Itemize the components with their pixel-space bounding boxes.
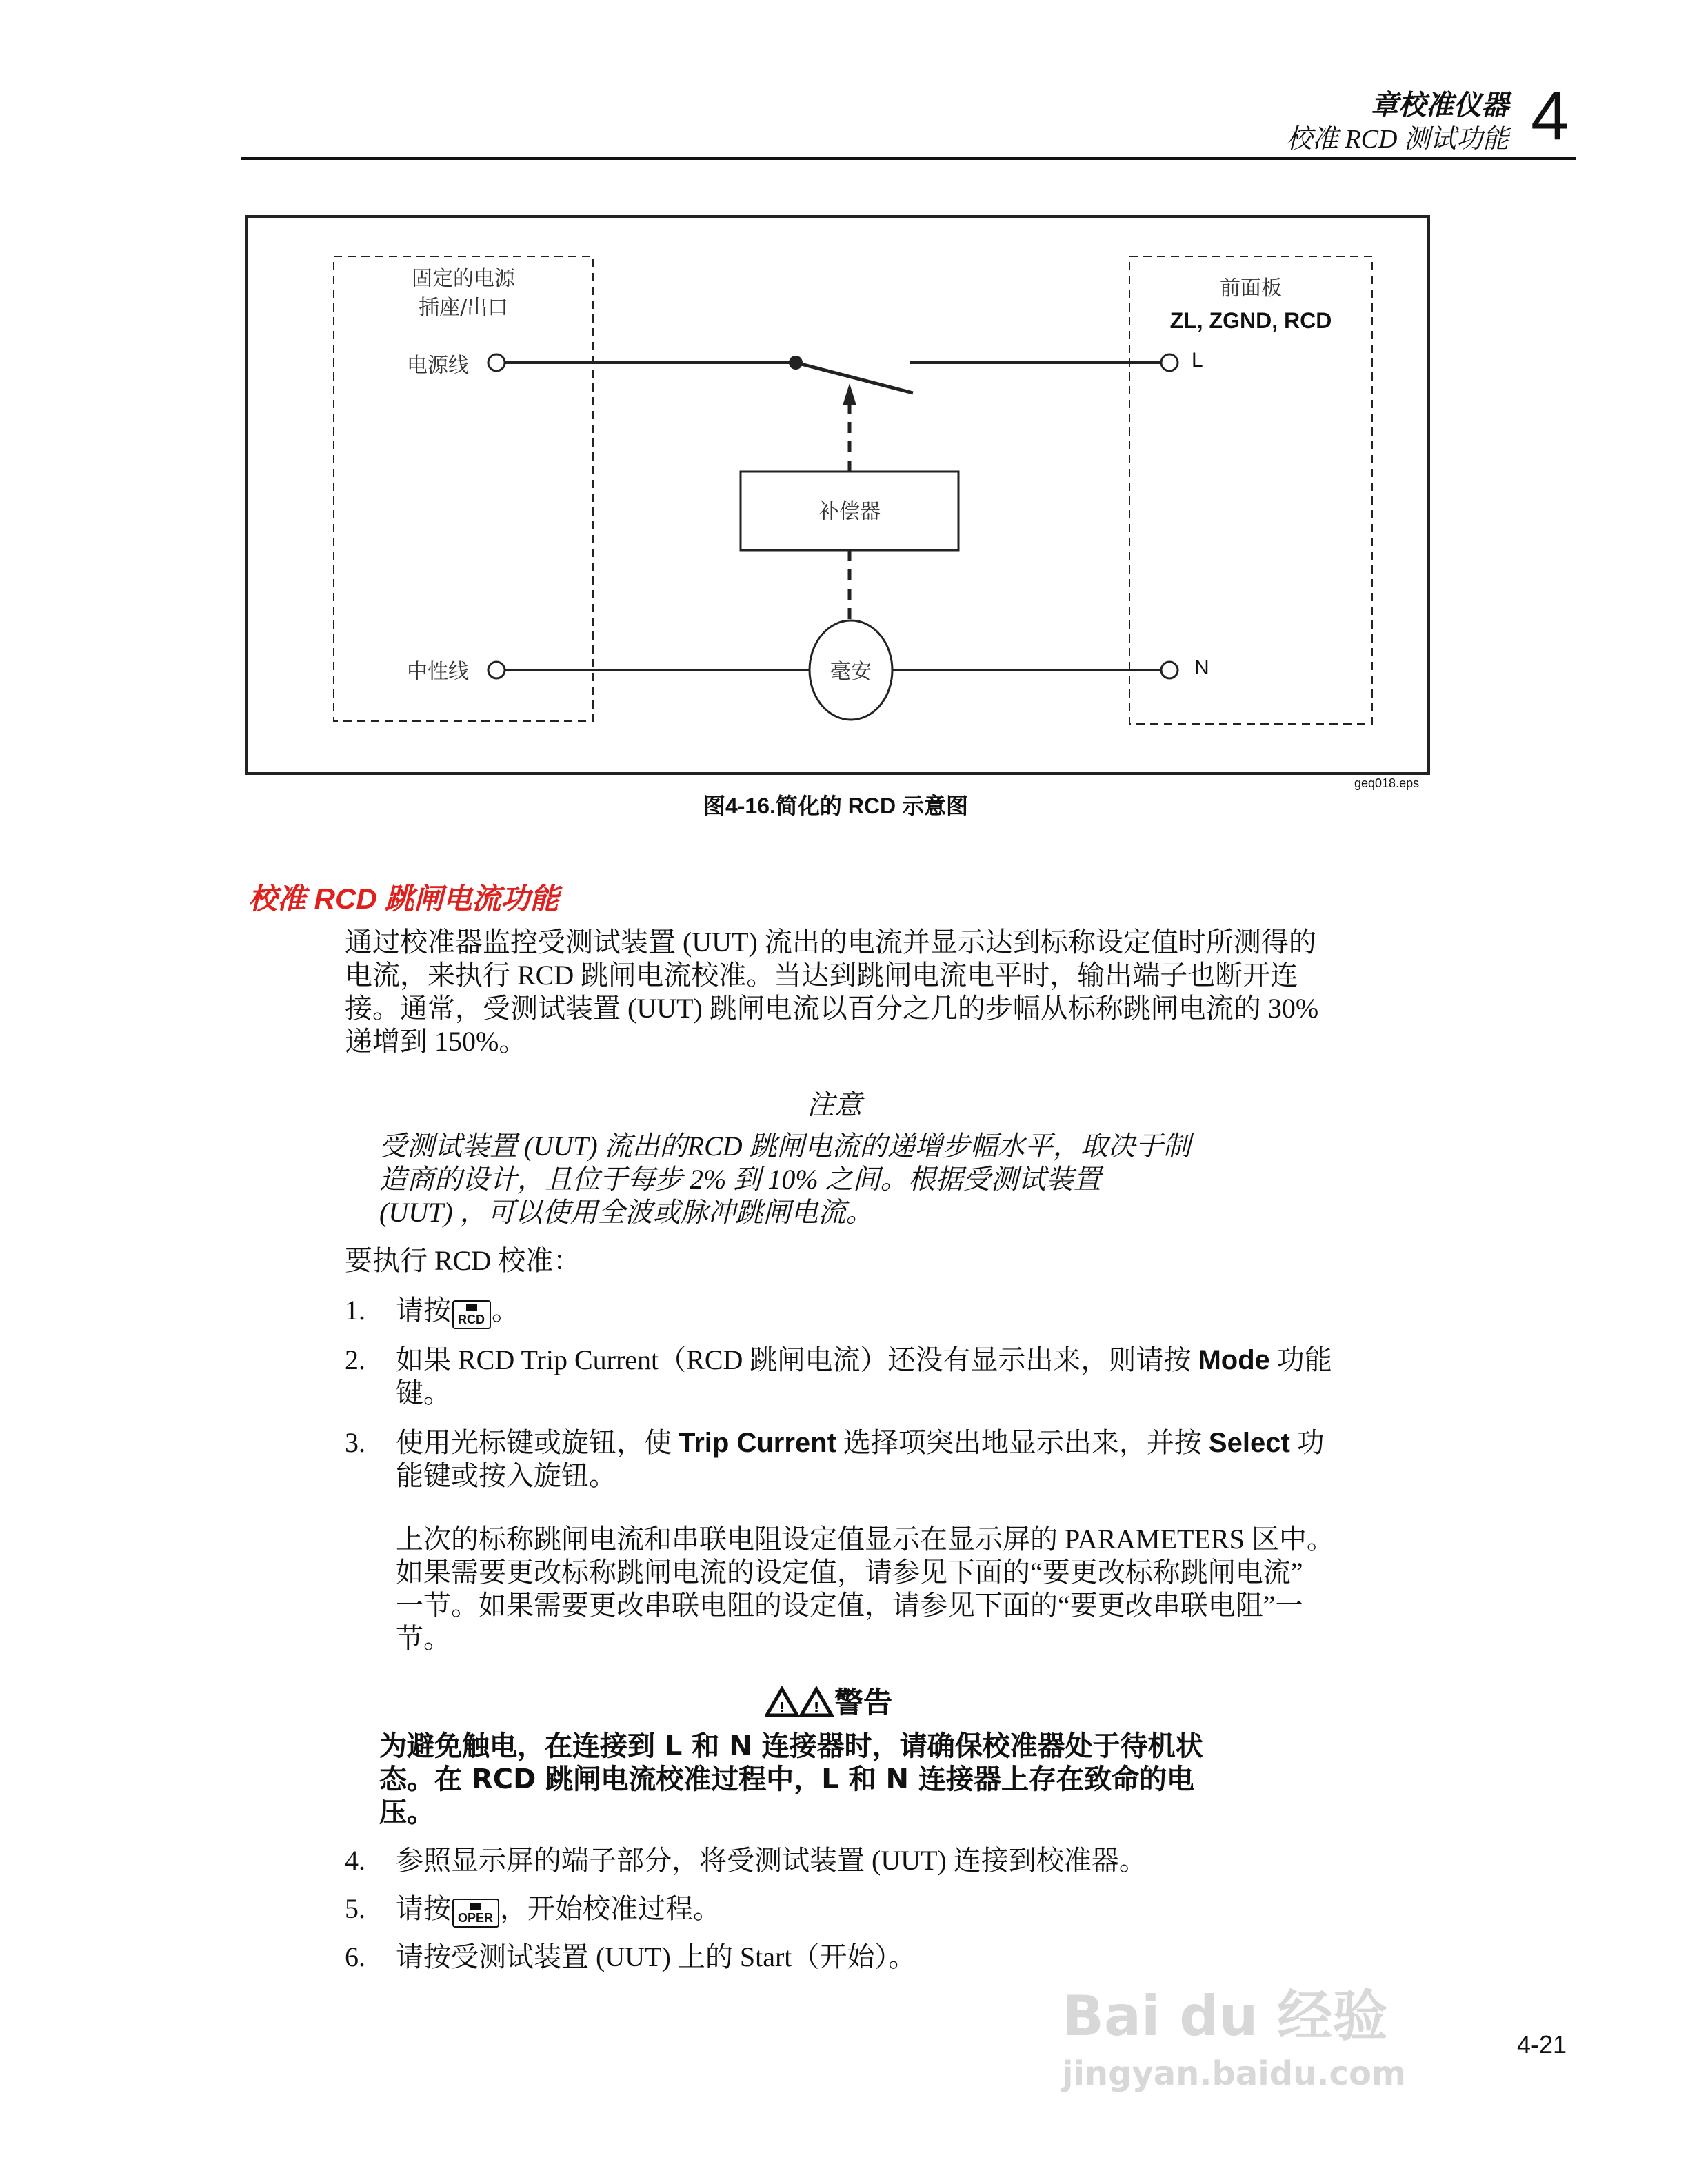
header-rule [241,157,1576,160]
oper-key-icon: OPER [452,1899,499,1928]
outlet-label-line1: 固定的电源 [411,266,515,291]
switch-icon [796,363,913,393]
l-terminal-icon [1161,354,1178,371]
text-line: 受测试装置 (UUT) 流出的RCD 跳闸电流的递增步幅水平，取决于制 [379,1132,1191,1162]
note-body [379,1131,1191,1230]
outlet-label-line2: 插座/出口 [418,295,509,320]
svg-text:!: ! [778,1699,785,1716]
step-3-paragraph [396,1524,1334,1656]
step-2-number: 2. [345,1346,365,1376]
rcd-key-icon: RCD [452,1300,490,1329]
schematic-figure [245,215,1430,775]
figure-filename: geq018.eps [1354,776,1420,790]
text-line: 递增到 150%。 [345,1027,527,1058]
line-terminal-icon [488,354,505,371]
intro-paragraph [345,927,1318,1059]
step-text: 选择项突出地显示出来，并按 [836,1428,1209,1459]
watermark-logo: Bai du 经验 [1062,1985,1388,2049]
text-line: 压。 [379,1795,434,1828]
neutral-label: 中性线 [407,659,470,684]
step-5-number: 5. [345,1894,365,1925]
chapter-number: 4 [1531,77,1569,154]
step-4-number: 4. [345,1846,365,1877]
watermark-url: jingyan.baidu.com [1062,2054,1406,2093]
note-title: 注意 [807,1091,862,1121]
terminal-n-label: N [1194,656,1209,680]
step-text: 请按 [396,1894,451,1925]
text-line: 一节。如果需要更改串联电阻的设定值，请参见下面的“要更改串联电阻”一 [396,1591,1303,1621]
select-key-label: Select [1208,1428,1290,1459]
step-3-text [396,1427,1325,1493]
warning-title-text: 警告 [834,1686,892,1719]
steps-intro: 要执行 RCD 校准： [345,1246,581,1277]
outlet-box [334,256,593,721]
n-terminal-icon [1161,662,1178,678]
step-1-text [396,1295,519,1329]
step-1-number: 1. [345,1296,365,1326]
front-panel-label: 前面板 [1219,276,1282,301]
section-heading: 校准 RCD 跳闸电流功能 [248,884,559,916]
text-line: 接。通常，受测试装置 (UUT) 跳闸电流以百分之几的步幅从标称跳闸电流的 30% [345,994,1319,1024]
page-number: 4-21 [1517,2031,1567,2059]
text-line: 通过校准器监控受测试装置 (UUT) 流出的电流并显示达到标称设定值时所测得的 [345,928,1316,958]
step-text: 功 [1289,1428,1325,1459]
front-panel-terminals: ZL, ZGND, RCD [1169,310,1332,334]
step-6-number: 6. [345,1943,365,1973]
neutral-terminal-icon [488,662,505,678]
step-4-text: 参照显示屏的端子部分，将受测试装置 (UUT) 连接到校准器。 [396,1846,1147,1877]
step-3-number: 3. [345,1428,365,1459]
text-line: 造商的设计，且位于每步 2% 到 10% 之间。根据受测试装置 [379,1165,1101,1195]
line-label: 电源线 [407,353,470,378]
section-title: 校准 RCD 测试功能 [1285,125,1509,154]
arrow-up-icon [843,383,856,405]
warning-triangle-icon [765,1686,834,1717]
outlet-label [334,265,593,323]
mode-key-label: Mode [1198,1346,1270,1376]
warning-title [765,1685,892,1721]
step-text: 如果 RCD Trip Current（RCD 跳闸电流）还没有显示出来，则请按 [396,1346,1198,1376]
step-text: 。 [492,1296,519,1326]
warning-body [379,1729,1203,1828]
svg-text:!: ! [813,1699,820,1716]
figure-caption: 图4-16.简化的 RCD 示意图 [703,796,969,819]
text-line: 上次的标称跳闸电流和串联电阻设定值显示在显示屏的 PARAMETERS 区中。 [396,1525,1334,1555]
text-line: 节。 [396,1624,451,1655]
step-text: 能键或按入旋钮。 [396,1462,616,1492]
step-6-text: 请按受测试装置 (UUT) 上的 Start（开始）。 [396,1943,916,1973]
step-text: 使用光标键或旋钮，使 [396,1428,679,1459]
step-text: ，开始校准过程。 [500,1894,721,1925]
milliamp-label: 毫安 [830,659,872,684]
step-text: 请按 [396,1296,451,1326]
text-line: 电流，来执行 RCD 跳闸电流校准。当达到跳闸电流电平时，输出端子也断开连 [345,961,1298,991]
compensator-label: 补偿器 [818,499,881,524]
step-text: 键。 [396,1379,451,1409]
step-2-text [396,1344,1332,1410]
text-line: 如果需要更改标称跳闸电流的设定值，请参见下面的“要更改标称跳闸电流” [396,1558,1303,1588]
chapter-title: 章校准仪器 [1371,88,1509,121]
text-line: 态。在 RCD 跳闸电流校准过程中，L 和 N 连接器上存在致命的电 [379,1762,1194,1795]
terminal-l-label: L [1192,349,1203,372]
step-text: 功能 [1269,1346,1332,1376]
step-5-text [396,1893,721,1928]
text-line: (UUT) ，可以使用全波或脉冲跳闸电流。 [379,1198,874,1228]
text-line: 为避免触电，在连接到 L 和 N 连接器时，请确保校准器处于待机状 [379,1729,1203,1762]
trip-current-label: Trip Current [679,1428,836,1459]
